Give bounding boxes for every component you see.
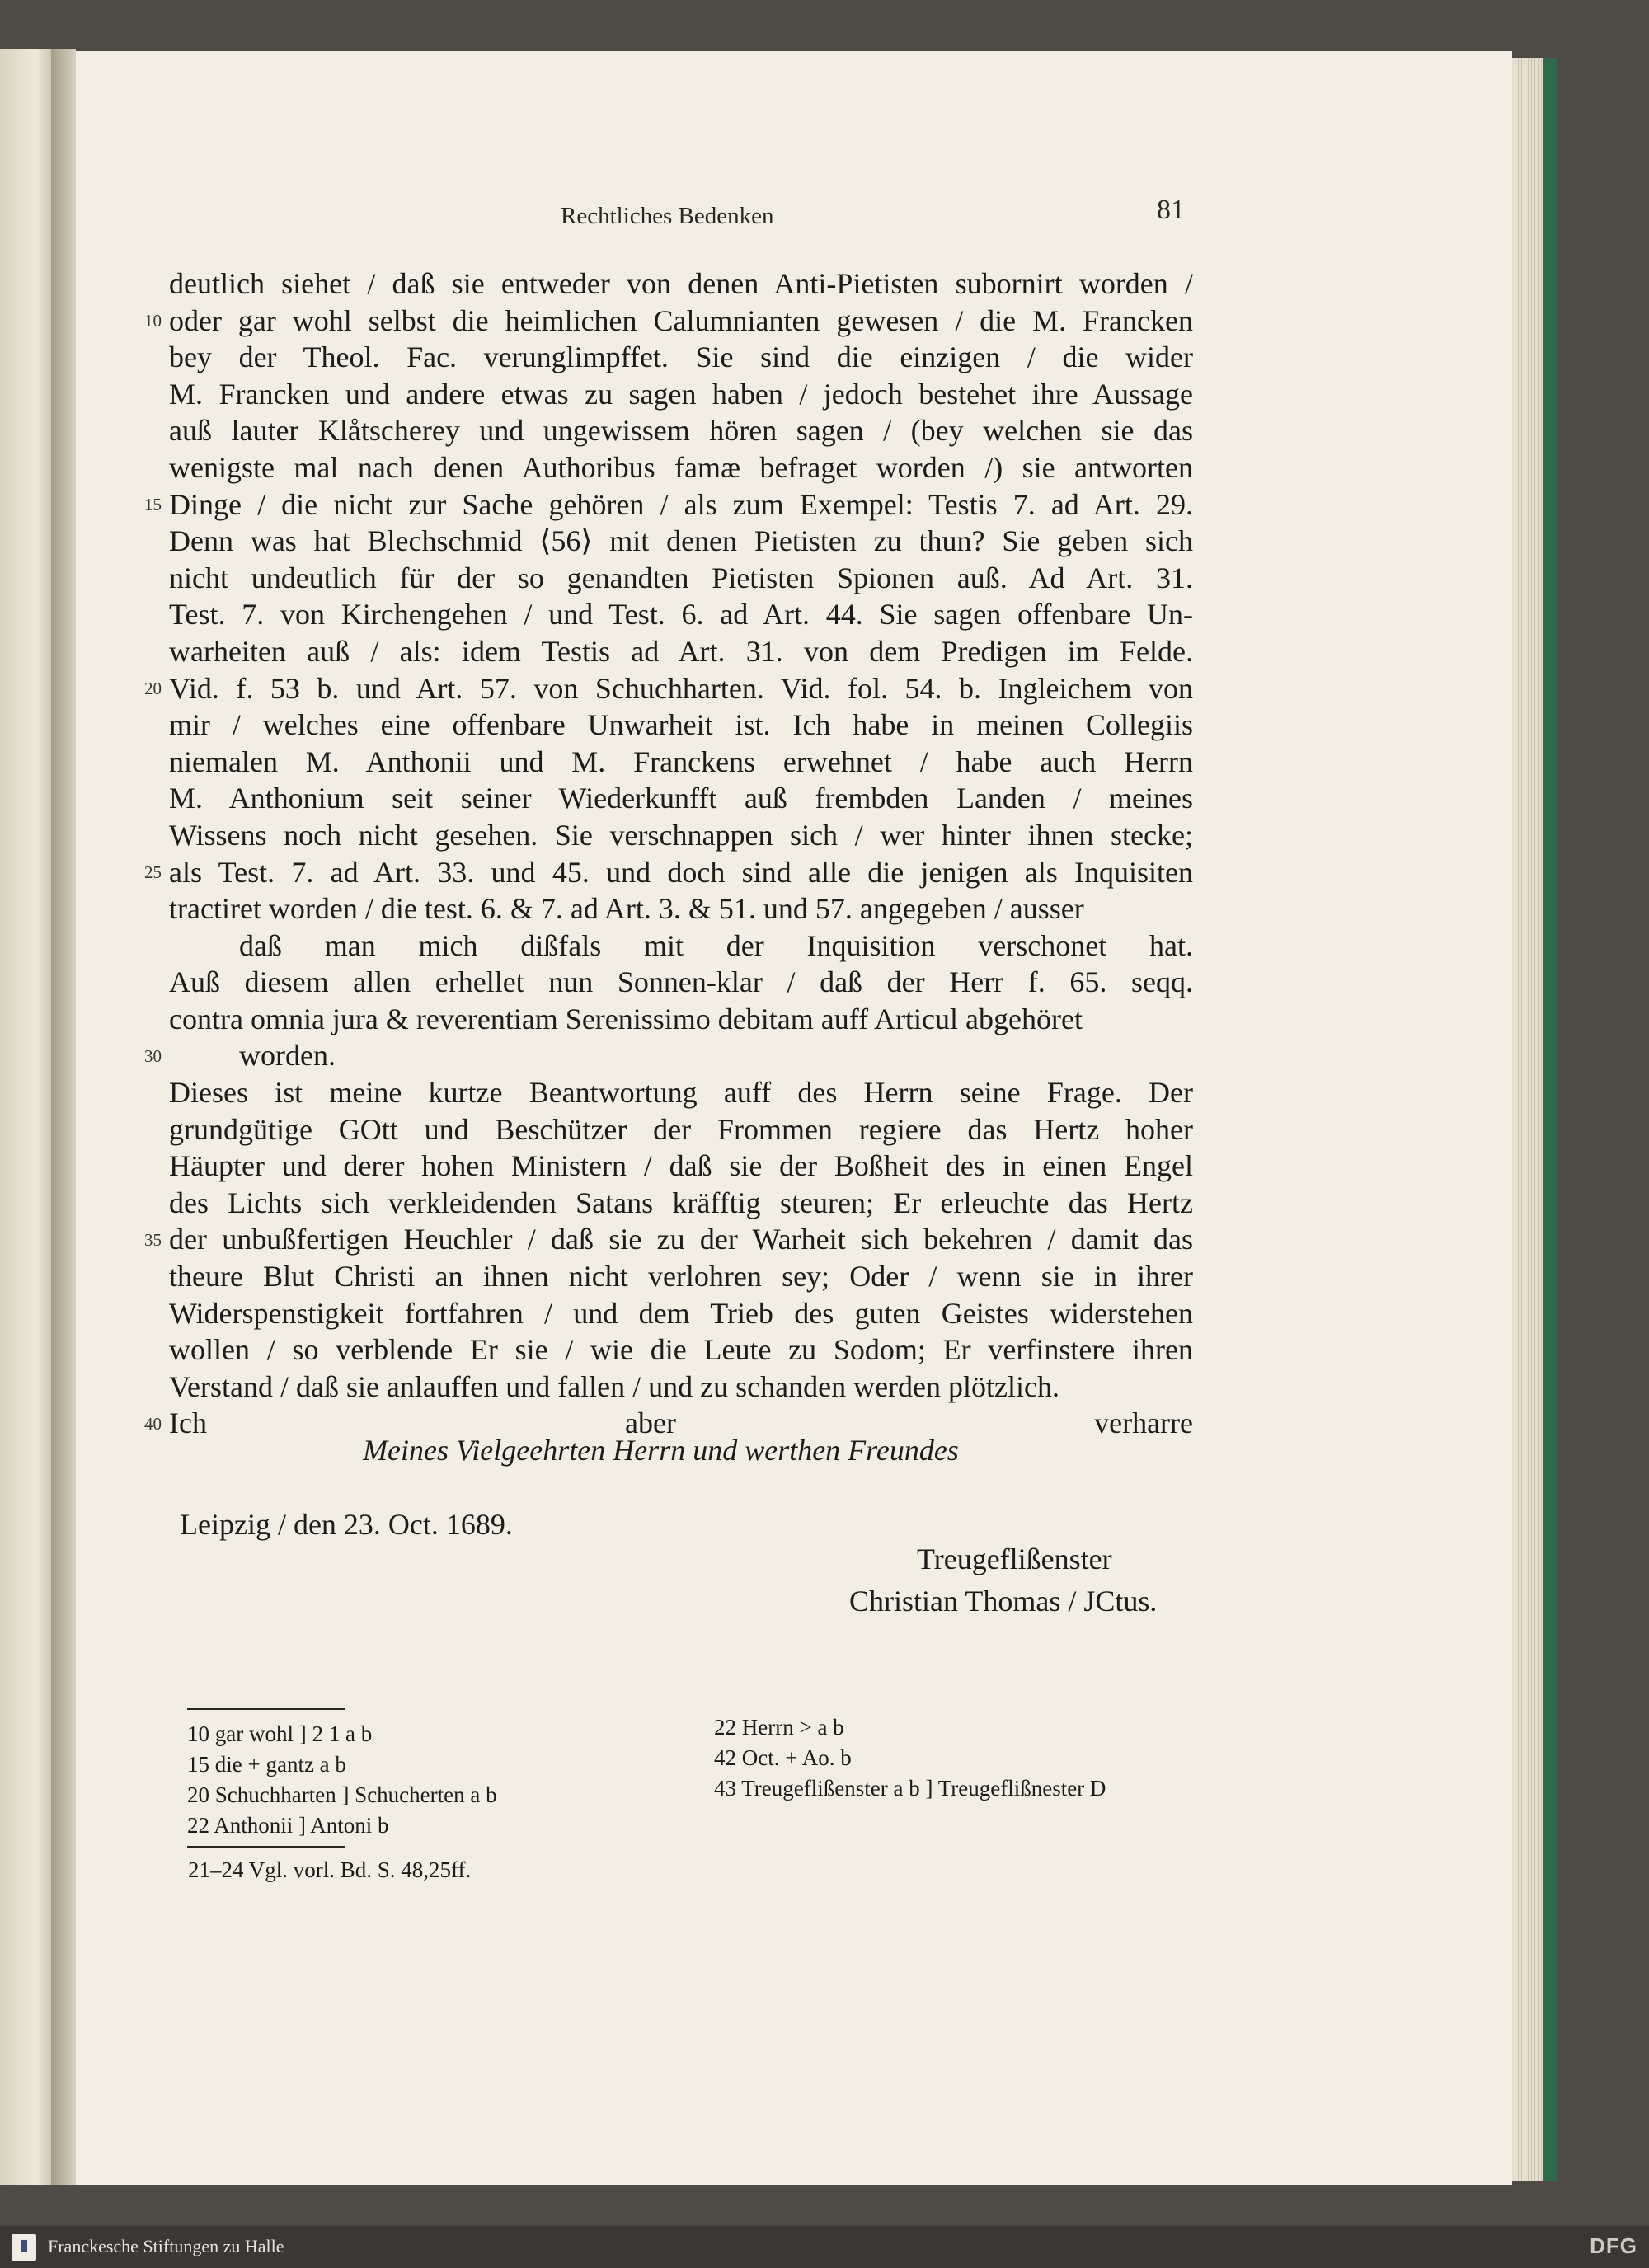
text-line: Widerspenstigkeit fortfahren / und dem Trieb des guten Geistes widerstehen — [169, 1296, 1193, 1330]
signature-line-1: Treugeflißenster — [917, 1543, 1112, 1575]
book-cover-edge — [1543, 58, 1557, 2181]
text-line: bey der Theol. Fac. verunglimpffet. Sie sind die einzigen / die wider — [169, 340, 1193, 374]
running-head: Rechtliches Bedenken — [561, 203, 774, 229]
text-line: contra omnia jura & reverentiam Serenissimo debitam auff Articul abgehöret — [169, 1002, 1083, 1035]
text-line: Denn was hat Blechschmid ⟨56⟩ mit denen Pietisten zu thun? Sie geben sich — [169, 524, 1193, 558]
text-line: oder gar wohl selbst die heimlichen Calumnianten gewesen / die M. Francken — [169, 303, 1193, 337]
text-line: Häupter und derer hohen Ministern / daß sie der Boßheit des in einen Engel — [169, 1149, 1193, 1183]
text-line: nicht undeutlich für der so genandten Pietisten Spionen auß. Ad Art. 31. — [169, 561, 1193, 594]
page-stack-edges — [1512, 58, 1543, 2181]
line-number: 30 — [144, 1045, 162, 1066]
text-line: Verstand / daß sie anlauffen und fallen / und zu schanden werden plötzlich. — [169, 1369, 1059, 1403]
apparatus-entry: 22 Anthonii ] Antoni b — [187, 1813, 389, 1838]
apparatus-entry: 22 Herrn > a b — [714, 1715, 844, 1740]
facing-page-edge — [0, 49, 51, 2185]
apparatus-entry: 15 die + gantz a b — [187, 1752, 346, 1777]
apparatus-entry: 10 gar wohl ] 2 1 a b — [187, 1721, 373, 1746]
text-line: Wissens noch nicht gesehen. Sie verschnappen sich / wer hinter ihnen stecke; — [169, 818, 1193, 852]
text-line: tractiret worden / die test. 6. & 7. ad Art. 3. & 51. und 57. angegeben / ausser — [169, 892, 1084, 926]
place-date: Leipzig / den 23. Oct. 1689. — [180, 1508, 513, 1541]
dfg-logo[interactable]: DFG — [1590, 2233, 1637, 2258]
apparatus-entry: 43 Treugeflißenster a b ] Treugeflißnester D — [714, 1776, 1106, 1801]
text-line: Dinge / die nicht zur Sache gehören / als zum Exempel: Testis 7. ad Art. 29. — [169, 487, 1193, 521]
body-text — [144, 265, 1193, 1442]
text-line: Ich aber verharre — [169, 1406, 1193, 1440]
text-line: grundgütige GOtt und Beschützer der Frommen regiere das Hertz hoher — [169, 1112, 1193, 1146]
book-gutter — [51, 49, 76, 2185]
text-line: niemalen M. Anthonii und M. Franckens erwehnet / habe auch Herrn — [169, 744, 1193, 778]
closing-formula: Meines Vielgeehrten Herrn und werthen Freundes — [363, 1434, 959, 1467]
institution-name[interactable]: Franckesche Stiftungen zu Halle — [48, 2236, 284, 2256]
line-number: 40 — [144, 1413, 162, 1434]
commentary-rule — [187, 1846, 345, 1848]
text-line: M. Anthonium seit seiner Wiederkunfft auß frembden Landen / meines — [169, 782, 1193, 815]
apparatus-entry: 20 Schuchharten ] Schucherten a b — [187, 1782, 497, 1807]
apparatus-entry: 42 Oct. + Ao. b — [714, 1745, 852, 1770]
institution-logo-icon[interactable] — [12, 2234, 36, 2261]
text-line: theure Blut Christi an ihnen nicht verlohren sey; Oder / wenn sie in ihrer — [169, 1260, 1193, 1294]
text-line: mir / welches eine offenbare Unwarheit ist. Ich habe in meinen Collegiis — [169, 708, 1193, 742]
text-line: auß lauter Klåtscherey und ungewissem hören sagen / (bey welchen sie das — [169, 414, 1193, 448]
text-line: M. Francken und andere etwas zu sagen haben / jedoch bestehet ihre Aussage — [169, 377, 1193, 411]
text-line: Test. 7. von Kirchengehen / und Test. 6. ad Art. 44. Sie sagen offenbare Un- — [169, 598, 1193, 632]
text-line: daß man mich dißfals mit der Inquisition verschonet hat. — [239, 928, 1193, 962]
commentary-note: 21–24 Vgl. vorl. Bd. S. 48,25ff. — [188, 1857, 472, 1882]
text-line: Dieses ist meine kurtze Beantwortung auff des Herrn seine Frage. Der — [169, 1076, 1193, 1110]
text-line: Auß diesem allen erhellet nun Sonnen-klar / daß der Herr f. 65. seqq. — [169, 965, 1193, 999]
text-line: als Test. 7. ad Art. 33. und 45. und doch sind alle die jenigen als Inquisiten — [169, 855, 1193, 889]
text-line: wenigste mal nach denen Authoribus famæ befraget worden /) sie antworten — [169, 450, 1193, 484]
text-line: deutlich siehet / daß sie entweder von denen Anti-Pietisten subornirt worden / — [169, 267, 1193, 300]
apparatus-rule — [187, 1708, 345, 1710]
line-number: 10 — [144, 310, 162, 331]
text-line: Vid. f. 53 b. und Art. 57. von Schuchharten. Vid. fol. 54. b. Ingleichem von — [169, 671, 1193, 705]
apparatus-left-column — [187, 1719, 698, 1841]
apparatus-right-column — [714, 1712, 1209, 1804]
signature-line-2: Christian Thomas / JCtus. — [849, 1585, 1158, 1618]
line-number: 25 — [144, 862, 162, 882]
line-number: 20 — [144, 678, 162, 698]
text-line: wollen / so verblende Er sie / wie die Leute zu Sodom; Er verfinstere ihren — [169, 1333, 1193, 1367]
line-number: 15 — [144, 494, 162, 514]
text-line: des Lichts sich verkleidenden Satans kräfftig steuren; Er erleuchte das Hertz — [169, 1186, 1193, 1219]
text-line: warheiten auß / als: idem Testis ad Art. 31. von dem Predigen im Felde. — [169, 634, 1193, 668]
page-number: 81 — [1157, 195, 1185, 225]
line-number: 35 — [144, 1229, 162, 1250]
viewer-footer — [0, 2226, 1649, 2268]
text-line: der unbußfertigen Heuchler / daß sie zu der Warheit sich bekehren / damit das — [169, 1223, 1193, 1256]
text-line: worden. — [239, 1039, 336, 1073]
